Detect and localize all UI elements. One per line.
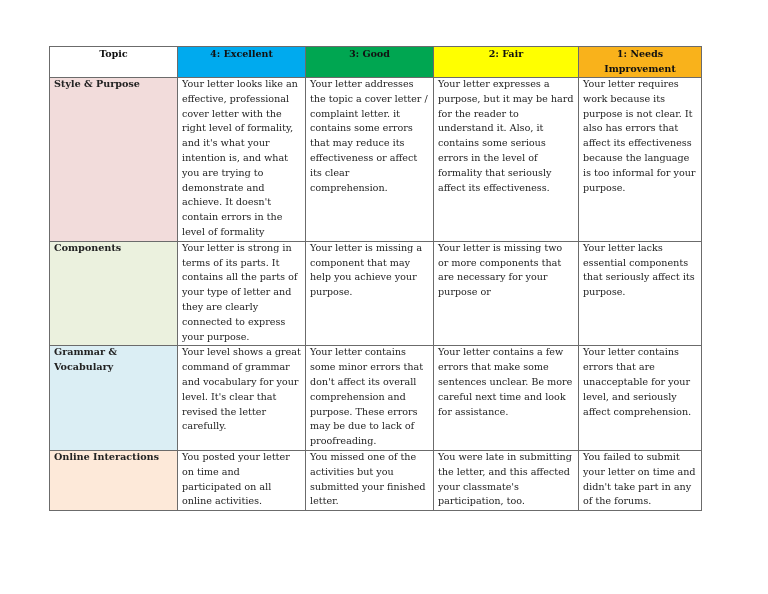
row-topic-components: Components [50, 241, 178, 346]
cell-fair: Your letter contains a few errors that make some sentences unclear. Be more careful next time and look for assistance. [434, 346, 579, 451]
header-row [50, 47, 702, 78]
table-row [50, 78, 702, 242]
cell-needs-improvement: Your letter requires work because its purpose is not clear. It also has errors that affect its effectiveness because the language is too informal for your purpose. [579, 78, 702, 242]
header-fair: 2: Fair [434, 47, 579, 78]
header-topic: Topic [50, 47, 178, 78]
cell-excellent: Your level shows a great command of grammar and vocabulary for your level. It's clear that revised the letter carefully. [178, 346, 306, 451]
table-row [50, 346, 702, 451]
cell-fair: Your letter expresses a purpose, but it may be hard for the reader to understand it. Also, it contains some serious errors in the level of formality that seriously affect its effectiveness. [434, 78, 579, 242]
row-topic-style-purpose: Style & Purpose [50, 78, 178, 242]
row-topic-online-interactions: Online Interactions [50, 450, 178, 510]
cell-good: Your letter is missing a component that may help you achieve your purpose. [306, 241, 434, 346]
cell-fair: Your letter is missing two or more components that are necessary for your purpose or [434, 241, 579, 346]
header-needs-improvement: 1: Needs Improvement [579, 47, 702, 78]
table-row [50, 241, 702, 346]
cell-excellent [178, 78, 306, 242]
cell-good: You missed one of the activities but you submitted your finished letter. [306, 450, 434, 510]
cell-fair: You were late in submitting the letter, and this affected your classmate's participation, too. [434, 450, 579, 510]
cell-text: Your letter looks like an effective, professional cover letter with the right level of formality, and it's what your intention is, and what you are trying to demonstrate and achieve. It doesn't contain errors in the level of formality [182, 79, 298, 238]
row-topic-grammar-vocabulary: Grammar & Vocabulary [50, 346, 178, 451]
cell-excellent: Your letter is strong in terms of its parts. It contains all the parts of your type of letter and they are clearly connected to express your purpose. [178, 241, 306, 346]
cell-good: Your letter addresses the topic a cover letter / complaint letter. it contains some errors that may reduce its effectiveness or affect its clear comprehension. [306, 78, 434, 242]
cell-good: Your letter contains some minor errors that don't affect its overall comprehension and purpose. These errors may be due to lack of proofreading. [306, 346, 434, 451]
table-row [50, 450, 702, 510]
cell-needs-improvement: You failed to submit your letter on time and didn't take part in any of the forums. [579, 450, 702, 510]
cell-needs-improvement: Your letter lacks essential components that seriously affect its purpose. [579, 241, 702, 346]
cell-excellent: You posted your letter on time and participated on all online activities. [178, 450, 306, 510]
header-good: 3: Good [306, 47, 434, 78]
rubric-table [49, 46, 702, 511]
cell-needs-improvement: Your letter contains errors that are unacceptable for your level, and seriously affect comprehension. [579, 346, 702, 451]
header-excellent: 4: Excellent [178, 47, 306, 78]
